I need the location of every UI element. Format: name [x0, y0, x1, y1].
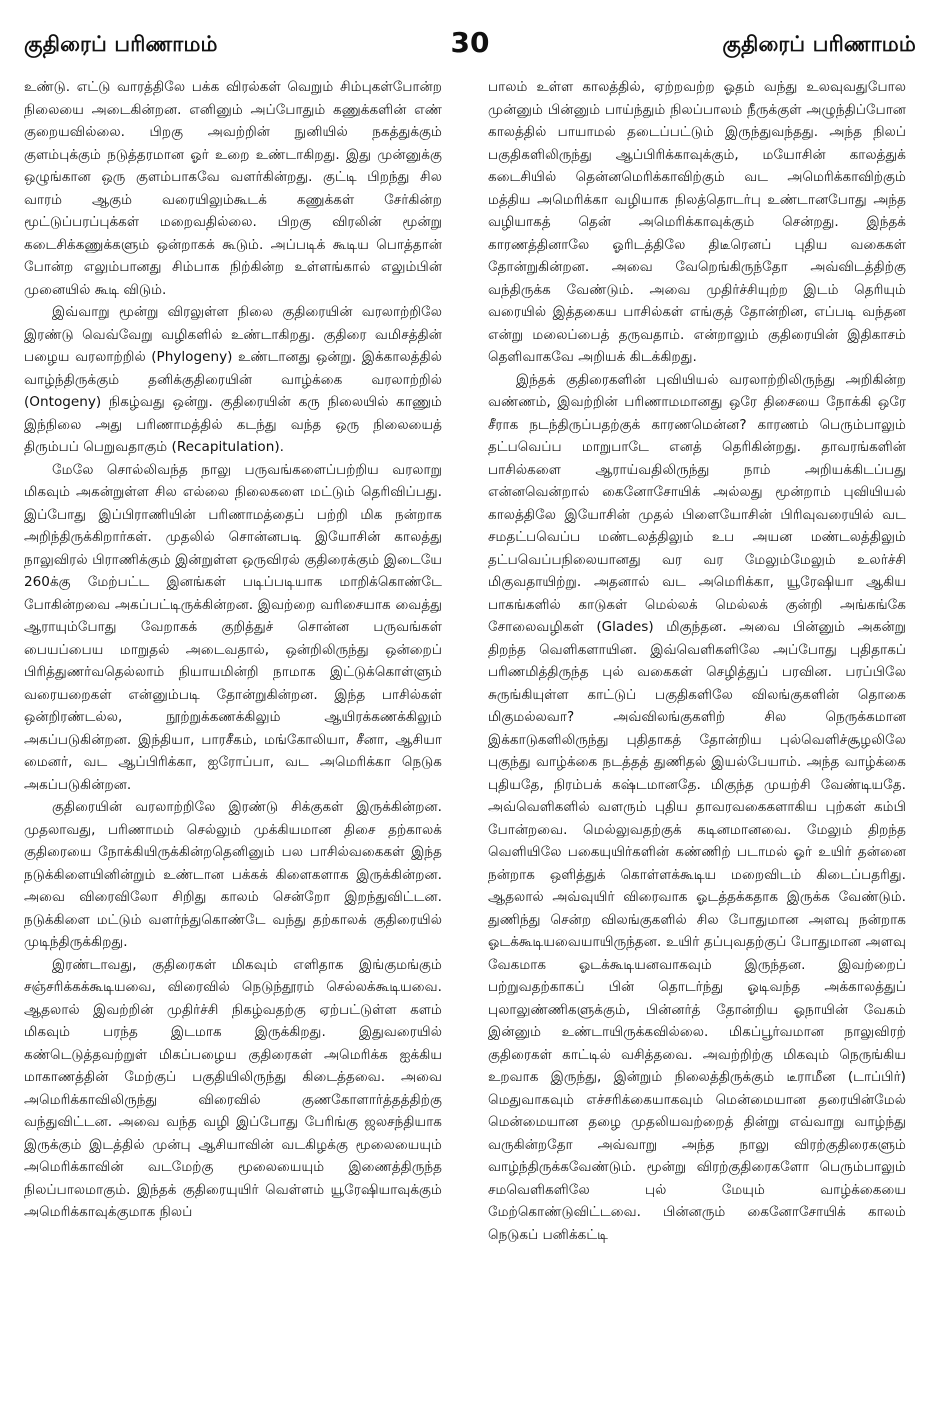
page-number: 30 — [450, 26, 490, 59]
left-column — [24, 76, 442, 1406]
running-title-left: குதிரைப் பரிணாமம் — [24, 32, 218, 56]
paragraph: மேலே சொல்லிவந்த நாலு பருவங்களைப்பற்றிய வரலாறு மிகவும் அகன்றுள்ள சில எல்லை நிலைகளை மட்டும் தெரிவிப்பது. இப்போது இப்பிராணியின் பரிணாமத்தைப் பற்றி மிக நன்றாக அறிந்திருக்கிறார்கள். முதலில் சொன்னபடி இயோசின் காலத்து நாலுவிரல் பிராணிக்கும் இன்றுள்ள ஒருவிரல் குதிரைக்கும் இடையே 260க்கு மேற்பட்ட இனங்கள் படிப்படியாக மாறிக்கொண்டே போகின்றவை அகப்பட்டிருக்கின்றன. இவற்றை வரிசையாக வைத்து ஆராயும்போது வேறாகக் குறித்துச் சொன்ன பருவங்கள் பையப்பைய மாறுதல் அடைவதால், ஒன்றிலிருந்து ஒன்றைப் பிரித்துணர்வதெல்லாம் நியாயமின்றி நாமாக இட்டுக்கொள்ளும் வரையறைகள் என்னும்படி தோன்றுகின்றன. இந்த பாசில்கள் ஒன்றிரண்டல்ல, நூற்றுக்கணக்கிலும் ஆயிரக்கணக்கிலும் அகப்படுகின்றன. இந்தியா, பாரசீகம், மங்கோலியா, சீனா, ஆசியா மைனர், வட ஆப்பிரிக்கா, ஐரோப்பா, வட அமெரிக்கா நெடுக அகப்படுகின்றன. — [24, 461, 442, 793]
paragraph: இந்தக் குதிரைகளின் புவியியல் வரலாற்றிலிருந்து அறிகின்ற வண்ணம், இவற்றின் பரிணாமமானது ஒரே திசையை நோக்கி ஒரே சீராக நடந்திருப்பதற்குக் காரணமென்ன? காரணம் பெரும்பாலும் தட்பவெப்ப மாறுபாடே எனத் தெரிகின்றது. தாவரங்களின் பாசில்களை ஆராய்வதிலிருந்து நாம் அறியக்கிடப்பது என்னவென்றால் கைனோசோயிக் அல்லது மூன்றாம் புவியியல் காலத்திலே இயோசின் முதல் பிளையோசின் பிரிவுவரையில் வட சமதட்பவெப்ப மண்டலத்திலும் உப அயன மண்டலத்திலும் தட்பவெப்பநிலையானது வர வர மேலும்மேலும் உலர்ச்சி மிகுவதாயிற்று. அதனால் வட அமெரிக்கா, யூரேஷியா ஆகிய பாகங்களில் காடுகள் மெல்லக் மெல்லக் குன்றி அங்கங்கே சோலைவழிகள் (Glades) மிகுந்தன. அவை பின்னும் அகன்று திறந்த வெளிகளாயின. இவ்வெளிகளிலே அப்போது புதிதாகப் பரிணமித்திருந்த புல் வகைகள் செழித்துப் பரவின. பரப்பிலே சுருங்கியுள்ள காட்டுப் பகுதிகளிலே விலங்குகளின் தொகை மிகுமல்லவா? அவ்விலங்குகளிற் சில நெருக்கமான இக்காடுகளிலிருந்து புதிதாகத் தோன்றிய புல்வெளிச்சூழலிலே புகுந்து வாழ்க்கை நடத்தத் துணிதல் இயல்பேயாம். அந்த வாழ்க்கை புதியதே, நிரம்பக் கஷ்டமானதே. மிகுந்த முயற்சி வேண்டியதே. அவ்வெளிகளில் வளரும் புதிய தாவரவகைகளாகிய புற்கள் கம்பி போன்றவை. மெல்லுவதற்குக் கடினமானவை. மேலும் திறந்த வெளியிலே பகையுயிர்களின் கண்ணிற் படாமல் ஓர் உயிர் தன்னை நன்றாக ஒளித்துக் கொள்ளக்கூடிய மறைவிடம் கிடைப்பதரிது. ஆதலால் அவ்வுயிர் விரைவாக ஓடத்தக்கதாக இருக்க வேண்டும். துணிந்து சென்ற விலங்குகளில் சில போதுமான அளவு நன்றாக ஓடக்கூடியவையாயிருந்தன. உயிர் தப்புவதற்குப் போதுமான அளவு வேகமாக ஓடக்கூடியனவாகவும் இருந்தன. இவற்றைப் பற்றுவதற்காகப் பின் தொடர்ந்து ஓடிவந்த அக்காலத்துப் புலாலுண்ணிகளுக்கும், பின்னர்த் தோன்றிய ஓநாயின் வேகம் இன்னும் உண்டாயிருக்கவில்லை. மிகப்பூர்வமான நாலுவிரற் குதிரைகள் காட்டில் வசித்தவை. அவற்றிற்கு மிகவும் நெருங்கிய உறவாக இருந்து, இன்றும் நிலைத்திருக்கும் டீராமீன (டாப்பிர்) மெதுவாகவும் எச்சரிக்கையாகவும் மென்மையான தரையின்மேல் மென்மையான தழை முதலியவற்றைத் தின்று எவ்வாறு வாழ்ந்து வருகின்றதோ அவ்வாறு அந்த நாலு விரற்குதிரைகளும் வாழ்ந்திருக்கவேண்டும். மூன்று விரற்குதிரைகளோ பெரும்பாலும் சமவெளிகளிலே புல் மேயும் வாழ்க்கையை மேற்கொண்டுவிட்டவை. பின்னரும் கைனோசோயிக் காலம் நெடுகப் பனிக்கட்டி — [488, 371, 906, 1243]
paragraph: குதிரையின் வரலாற்றிலே இரண்டு சிக்குகள் இருக்கின்றன. முதலாவது, பரிணாமம் செல்லும் முக்கியமான திசை தற்காலக் குதிரையை நோக்கியிருக்கின்றதெனினும் பல பாசில்வகைகள் இந்த நடுக்கிளையினின்றும் உண்டான பக்கக் கிளைகளாக இருக்கின்றன. அவை விரைவிலோ சிறிது காலம் சென்றோ இறந்துவிட்டன. நடுக்கிளை மட்டும் வளர்ந்துகொண்டே வந்து தற்காலக் குதிரையில் முடிந்திருக்கிறது. — [24, 799, 442, 950]
paragraph: இரண்டாவது, குதிரைகள் மிகவும் எளிதாக இங்குமங்கும் சஞ்சரிக்கக்கூடியவை, விரைவில் நெடுந்தூரம் செல்லக்கூடியவை. ஆதலால் இவற்றின் முதிர்ச்சி நிகழ்வதற்கு ஏற்பட்டுள்ள களம் மிகவும் பரந்த இடமாக இருக்கிறது. இதுவரையில் கண்டெடுத்தவற்றுள் மிகப்பழைய குதிரைகள் அமெரிக்க ஐக்கிய மாகாணத்தின் மேற்குப் பகுதியிலிருந்து கிடைத்தவை. அவை அமெரிக்காவிலிருந்து விரைவில் குணகோளார்த்தத்திற்கு வந்துவிட்டன. அவை வந்த வழி இப்போது பேரிங்கு ஜலசந்தியாக இருக்கும் இடத்தில் முன்பு ஆசியாவின் வடகிழக்கு மூலையையும் அமெரிக்காவின் வடமேற்கு மூலையையும் இணைத்திருந்த நிலப்பாலமாகும். இந்தக் குதிரையுயிர் வெள்ளம் யூரேஷியாவுக்கும் அமெரிக்காவுக்குமாக நிலப் — [24, 956, 442, 1220]
paragraph: உண்டு. எட்டு வாரத்திலே பக்க விரல்கள் வெறும் சிம்புகள்போன்ற நிலையை அடைகின்றன. எனினும் அப்போதும் கணுக்களின் எண் குறையவில்லை. பிறகு அவற்றின் நுனியில் நகத்துக்கும் குளம்புக்கும் நடுத்தரமான ஓர் உறை உண்டாகிறது. இது முன்னுக்கு ஒழுங்கான ஒரு குளம்பாகவே வளர்கின்றது. குட்டி பிறந்து சில வாரம் ஆகும் வரையிலும்கூடக் கணுக்கள் சேர்கின்ற மூட்டுப்பரப்புக்கள் மறைவதில்லை. பிறகு விரலின் மூன்று கடைசிக்கணுக்களும் ஒன்றாகக் கூடும். அப்படிக் கூடிய பொத்தான் போன்ற எலும்பானது சிம்பாக நிற்கின்ற உள்ளங்கால் எலும்பின் முனையில் கூடி விடும். — [24, 79, 442, 298]
paragraph: பாலம் உள்ள காலத்தில், ஏற்றவற்ற ஓதம் வந்து உலவுவதுபோல முன்னும் பின்னும் பாய்ந்தும் நிலப்பாலம் நீருக்குள் அழுந்திப்போன காலத்தில் பாயாமல் தடைப்பட்டும் இருந்துவந்தது. அந்த நிலப் பகுதிகளிலிருந்து ஆப்பிரிக்காவுக்கும், மயோசின் காலத்துக் கடைசியில் தென்னமெரிக்காவிற்கும் வட அமெரிக்காவிற்கும் மத்திய அமெரிக்கா வழியாக நிலத்தொடர்பு உண்டானபோது அந்த வழியாகத் தென் அமெரிக்காவுக்கும் சென்றது. இந்தக் காரணத்தினாலே ஓரிடத்திலே திடீரெனப் புதிய வகைகள் தோன்றுகின்றன. அவை வேறெங்கிருந்தோ அவ்விடத்திற்கு வந்திருக்க வேண்டும். அவை முதிர்ச்சியுற்ற இடம் தெரியும் வரையில் இத்தகைய பாசில்கள் எங்குத் தோன்றின, எப்படி வந்தன என்று மலைப்பைத் தருவதாம். என்றாலும் குதிரையின் இதிகாசம் தெளிவாகவே அறியக் கிடக்கிறது. — [488, 79, 906, 365]
paragraph: இவ்வாறு மூன்று விரலுள்ள நிலை குதிரையின் வரலாற்றிலே இரண்டு வெவ்வேறு வழிகளில் உண்டாகிறது. குதிரை வமிசத்தின் பழைய வரலாற்றில் (Phylogeny) உண்டானது ஒன்று. இக்காலத்தில் வாழ்ந்திருக்கும் தனிக்குதிரையின் வாழ்க்கை வரலாற்றில் (Ontogeny) நிகழ்வது ஒன்று. குதிரையின் கரு நிலையில் காணும் இந்நிலை அது பரிணாமத்தில் கடந்து வந்த ஒரு நிலையைத் திரும்பப் பெறுவதாகும் (Recapitulation). — [24, 304, 442, 455]
page-header — [24, 26, 916, 66]
right-column — [488, 76, 906, 1406]
running-title-right: குதிரைப் பரிணாமம் — [722, 32, 916, 56]
